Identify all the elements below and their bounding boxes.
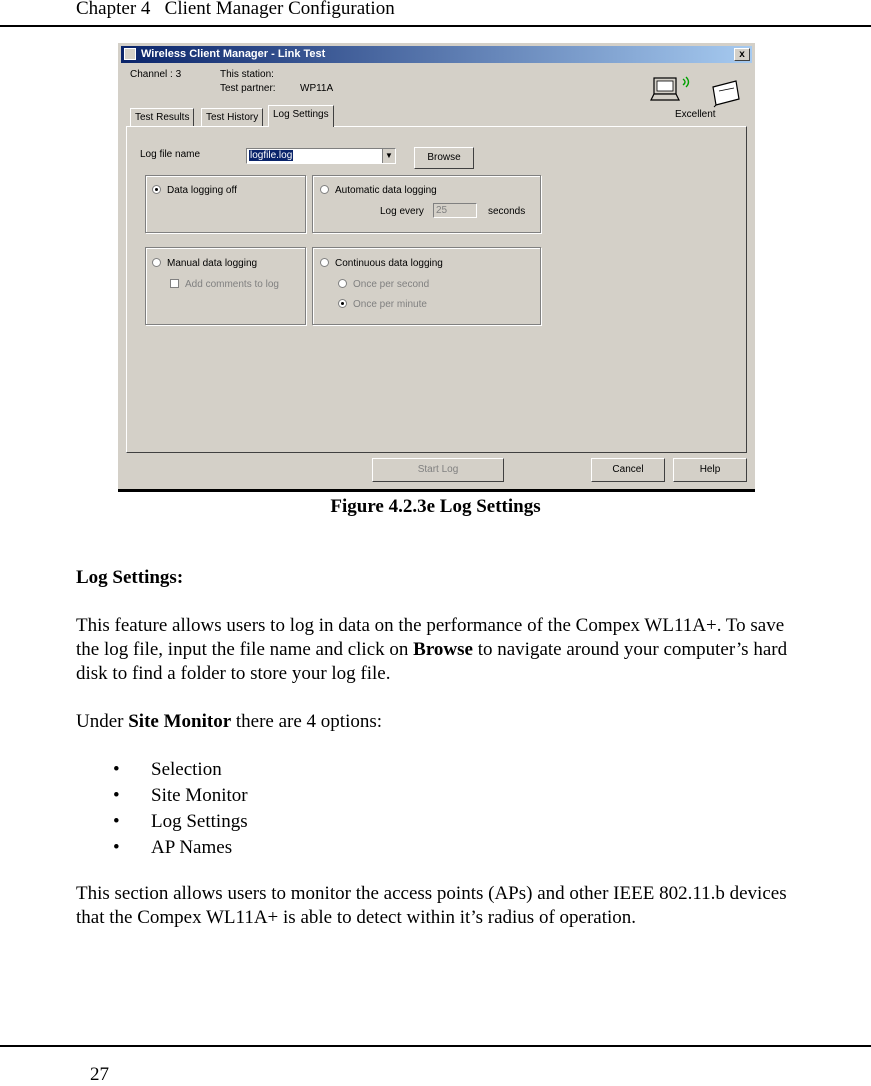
header-rule: [0, 25, 871, 27]
para2-text: Under: [76, 711, 129, 732]
list-item: [113, 835, 248, 861]
paragraph-site-monitor: [76, 710, 806, 734]
once-per-second-radio[interactable]: [338, 279, 429, 290]
radio-icon: [320, 258, 329, 267]
manual-logging-label: Manual data logging: [167, 258, 258, 269]
once-per-minute-label: Once per minute: [353, 299, 427, 310]
log-every-input[interactable]: 25: [433, 203, 477, 218]
radio-selected-icon: [338, 299, 347, 308]
test-partner-label: Test partner:: [220, 83, 276, 94]
radio-icon: [338, 279, 347, 288]
close-button[interactable]: x: [734, 48, 750, 61]
seconds-label: seconds: [488, 206, 526, 217]
laptop-icon: [650, 75, 684, 108]
tab-test-history[interactable]: Test History: [201, 108, 263, 126]
signal-quality-label: Excellent: [675, 109, 716, 120]
tab-log-settings[interactable]: Log Settings: [268, 105, 334, 127]
figure-caption: Figure 4.2.3e Log Settings: [330, 496, 541, 517]
bullet-icon: •: [113, 837, 120, 858]
data-logging-off-label: Data logging off: [167, 185, 237, 196]
checkbox-icon: [170, 279, 179, 288]
list-item: [113, 809, 248, 835]
chevron-down-icon[interactable]: ▼: [382, 149, 395, 163]
data-logging-off-radio[interactable]: [152, 185, 237, 196]
site-monitor-emphasis: Site Monitor: [128, 711, 232, 732]
radio-icon: [320, 185, 329, 194]
access-point-icon: [710, 79, 742, 112]
paragraph-site-monitor-description: This section allows users to monitor the access points (APs) and other IEEE 802.11.b devices that the Compex WL11A+ is able to detect within it’s radius of operation.: [76, 883, 787, 928]
add-comments-label: Add comments to log: [185, 279, 279, 290]
start-log-button[interactable]: Start Log: [372, 458, 504, 482]
log-file-name-dropdown[interactable]: [246, 148, 396, 164]
once-per-minute-radio[interactable]: [338, 299, 427, 310]
list-item: [113, 783, 248, 809]
footer-rule: [0, 1045, 871, 1047]
bullet-icon: •: [113, 785, 120, 806]
bullet-icon: •: [113, 759, 120, 780]
page-number: 27: [90, 1064, 109, 1085]
list-item-label: Log Settings: [151, 811, 248, 832]
app-icon: [124, 48, 136, 60]
dialog-title: Wireless Client Manager - Link Test: [141, 48, 326, 60]
cancel-button[interactable]: Cancel: [591, 458, 665, 482]
browse-button[interactable]: Browse: [414, 147, 474, 169]
automatic-logging-radio[interactable]: [320, 185, 437, 196]
add-comments-checkbox[interactable]: [170, 279, 279, 290]
channel-label: Channel : 3: [130, 69, 182, 80]
title-bar: [121, 46, 752, 63]
radio-icon: [152, 258, 161, 267]
bullet-icon: •: [113, 811, 120, 832]
options-list: [113, 757, 248, 861]
help-button[interactable]: Help: [673, 458, 747, 482]
automatic-logging-group: [312, 175, 541, 233]
radio-selected-icon: [152, 185, 161, 194]
test-partner-value: WP11A: [300, 83, 334, 94]
list-item-label: Selection: [151, 759, 222, 780]
once-per-second-label: Once per second: [353, 279, 430, 290]
browse-emphasis: Browse: [413, 639, 473, 660]
link-test-dialog: [118, 43, 755, 492]
list-item-label: Site Monitor: [151, 785, 248, 806]
signal-icon: [681, 76, 691, 91]
automatic-logging-label: Automatic data logging: [335, 185, 437, 196]
list-item: [113, 757, 248, 783]
para2-text-end: there are 4 options:: [231, 711, 383, 732]
continuous-logging-label: Continuous data logging: [335, 258, 443, 269]
this-station-label: This station:: [220, 69, 274, 80]
manual-logging-radio[interactable]: [152, 258, 257, 269]
log-every-label: Log every: [380, 206, 424, 217]
tab-test-results[interactable]: Test Results: [130, 108, 194, 126]
para1-text-end: to navigate around your computer’s hard disk to find a folder to store your log file.: [76, 639, 788, 684]
log-file-name-value: logfile.log: [250, 150, 293, 161]
paragraph-log-settings: [76, 614, 806, 686]
continuous-logging-radio[interactable]: [320, 258, 443, 269]
running-head: Chapter 4 Client Manager Configuration: [76, 0, 395, 19]
log-file-name-label: Log file name: [140, 149, 201, 160]
section-heading: Log Settings:: [76, 567, 184, 588]
logging-off-group: [145, 175, 306, 233]
para1-text: This feature allows users to log in data on the performance of the Compex WL11A+. To save the log file, input the file name and click on: [76, 615, 785, 660]
list-item-label: AP Names: [151, 837, 233, 858]
